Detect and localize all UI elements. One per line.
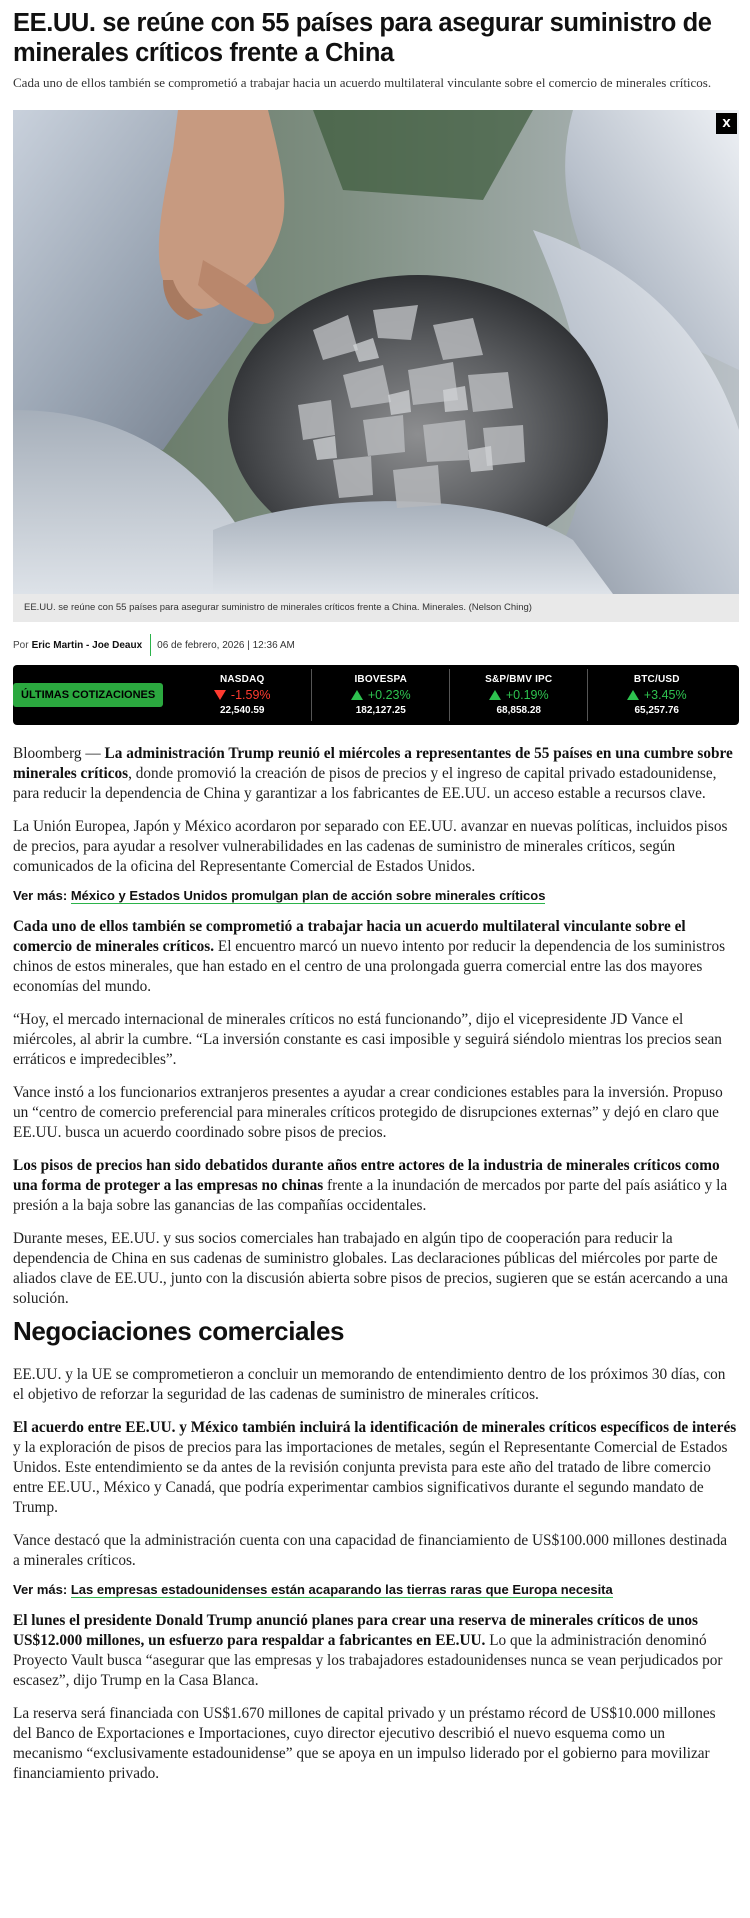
section-heading: Negociaciones comerciales bbox=[13, 1316, 345, 1346]
paragraph bbox=[13, 744, 737, 804]
article-title: EE.UU. se reúne con 55 países para asegurar suministro de minerales críticos frente a China bbox=[13, 9, 712, 67]
quote-change bbox=[627, 688, 687, 702]
byline-authors[interactable]: Eric Martin - Joe Deaux bbox=[31, 639, 143, 651]
quote-change-value: +0.23% bbox=[367, 688, 411, 702]
paragraph bbox=[13, 1156, 737, 1216]
article-figure bbox=[13, 110, 739, 613]
article-subtitle: Cada uno de ellos también se comprometió a trabajar hacia un acuerdo multilateral vinculante sobre el comercio de minerales críticos. bbox=[13, 75, 712, 90]
byline-prefix: Por bbox=[13, 639, 29, 651]
paragraph: Vance instó a los funcionarios extranjeros presentes a ayudar a crear condiciones estables para la inversión. Propuso un “centro de comercio preferencial para minerales críticos protegido de disrupciones externas” y dejó en claro que EE.UU. busca un acuerdo coordinado sobre pisos de precios. bbox=[13, 1084, 723, 1141]
quote-change-value: +0.19% bbox=[505, 688, 549, 702]
byline bbox=[13, 634, 737, 656]
paragraph-highlight: El lunes el presidente Donald Trump anunció planes para crear una reserva de minerales críticos de unos US$12.000 millones, un esfuerzo para respaldar a fabricantes en EE.UU. bbox=[13, 1612, 698, 1649]
see-more-link bbox=[13, 887, 737, 905]
quote-sp-bmv-ipc[interactable] bbox=[449, 669, 587, 721]
see-more-prefix: Ver más: bbox=[13, 888, 68, 903]
source-label: Bloomberg — bbox=[13, 745, 101, 762]
related-article-link[interactable]: México y Estados Unidos promulgan plan de acción sobre minerales críticos bbox=[70, 888, 546, 903]
image-caption: EE.UU. se reúne con 55 países para asegurar suministro de minerales críticos frente a China. Minerales. (Nelson Ching) bbox=[13, 594, 739, 622]
ticker-label[interactable]: ÚLTIMAS COTIZACIONES bbox=[13, 683, 163, 707]
related-article-link[interactable]: Las empresas estadounidenses están acaparando las tierras raras que Europa necesita bbox=[70, 1582, 613, 1597]
quote-ibovespa[interactable] bbox=[311, 669, 449, 721]
paragraph-highlight: Cada uno de ellos también se comprometió a trabajar hacia un acuerdo multilateral vinculante sobre el comercio de minerales críticos. bbox=[13, 918, 686, 955]
arrow-up-icon bbox=[627, 690, 639, 700]
quote-nasdaq[interactable] bbox=[173, 669, 311, 721]
paragraph-highlight: El acuerdo entre EE.UU. y México también incluirá la identificación de minerales críticos específicos de interés bbox=[13, 1419, 737, 1436]
quote-name: NASDAQ bbox=[219, 674, 265, 685]
quote-name: IBOVESPA bbox=[354, 674, 407, 685]
arrow-up-icon bbox=[489, 690, 501, 700]
arrow-up-icon bbox=[351, 690, 363, 700]
quote-price: 22,540.59 bbox=[219, 705, 265, 716]
paragraph-text: , donde promovió la creación de pisos de precios y el ingreso de capital privado estadounidense, para reducir la dependencia de China y garantizar a los fabricantes de EE.UU. un acceso estable a recursos clave. bbox=[13, 765, 717, 802]
article-body bbox=[13, 744, 737, 1784]
market-ticker bbox=[13, 665, 739, 725]
paragraph bbox=[13, 1611, 737, 1691]
close-ad-button[interactable]: X bbox=[716, 113, 737, 134]
see-more-link bbox=[13, 1581, 737, 1599]
paragraph-highlight: La administración Trump reunió el miércoles a representantes de 55 países en una cumbre sobre minerales críticos bbox=[13, 745, 733, 782]
see-more-prefix: Ver más: bbox=[13, 1582, 68, 1597]
paragraph: La Unión Europea, Japón y México acordaron por separado con EE.UU. avanzar en nuevas políticas, incluidos pisos de precios, para ayudar a resolver vulnerabilidades en las cadenas de suministro de minerales críticos, según comunicados de la oficina del Representante Comercial de Estados Unidos. bbox=[13, 818, 728, 875]
paragraph: Vance destacó que la administración cuenta con una capacidad de financiamiento de US$100.000 millones destinada a minerales críticos. bbox=[13, 1532, 728, 1569]
paragraph bbox=[13, 917, 737, 997]
quote-name: S&P/BMV IPC bbox=[485, 674, 553, 685]
quote-change bbox=[214, 688, 271, 702]
arrow-down-icon bbox=[214, 690, 226, 700]
byline-divider bbox=[150, 634, 151, 656]
quote-btc-usd[interactable] bbox=[587, 669, 725, 721]
quote-change bbox=[351, 688, 411, 702]
quote-name: BTC/USD bbox=[633, 674, 680, 685]
paragraph: EE.UU. y la UE se comprometieron a concluir un memorando de entendimiento dentro de los próximos 30 días, con el objetivo de reforzar la seguridad de las cadenas de suministro de minerales críticos. bbox=[13, 1366, 726, 1403]
paragraph-text: El encuentro marcó un nuevo intento por reducir la dependencia de los suministros chinos de estos minerales, que han estado en el centro de una prolongada guerra comercial entre las dos mayores economías del mundo. bbox=[13, 938, 726, 995]
quote-price: 68,858.28 bbox=[496, 705, 541, 716]
quote-price: 182,127.25 bbox=[355, 705, 406, 716]
publish-date: 06 de febrero, 2026 | 12:36 AM bbox=[157, 639, 295, 651]
paragraph bbox=[13, 1418, 737, 1518]
paragraph: La reserva será financiada con US$1.670 millones de capital privado y un préstamo récord de US$10.000 millones del Banco de Exportaciones e Importaciones, cuyo director ejecutivo describió el nuevo esquema como un mecanismo “exclusivamente estadounidense” que se apoya en un impulso liderado por el gobierno para movilizar financiamiento privado. bbox=[13, 1705, 716, 1782]
quote-change-value: +3.45% bbox=[643, 688, 687, 702]
minerals-photo bbox=[13, 110, 739, 594]
quote-change bbox=[489, 688, 549, 702]
paragraph: Durante meses, EE.UU. y sus socios comerciales han trabajado en algún tipo de cooperación para reducir la dependencia de China en sus cadenas de suministro globales. Las declaraciones públicas del miércoles por parte de aliados clave de EE.UU., junto con la discusión abierta sobre pisos de precios, sugieren que se están acercando a una solución. bbox=[13, 1230, 728, 1307]
paragraph: “Hoy, el mercado internacional de minerales críticos no está funcionando”, dijo el vicepresidente JD Vance el miércoles, al abrir la cumbre. “La inversión constante es casi imposible y seguirá siéndolo mientras los precios sean erráticos e impredecibles”. bbox=[13, 1011, 722, 1068]
paragraph-text: y la exploración de pisos de precios para las importaciones de metales, según el Representante Comercial de Estados Unidos. Este entendimiento se da antes de la revisión conjunta prevista para este año del tratado de libre comercio entre EE.UU., México y Canadá, que podría experimentar cambios significativos durante el segundo mandato de Trump. bbox=[13, 1439, 728, 1516]
paragraph-text: Lo que la administración denominó Proyecto Vault busca “asegurar que las empresas y los trabajadores estadounidenses nunca se vean perjudicados por escasez”, dijo Trump en la Casa Blanca. bbox=[13, 1632, 723, 1689]
paragraph-highlight: Los pisos de precios han sido debatidos durante años entre actores de la industria de minerales críticos como una forma de proteger a las empresas no chinas bbox=[13, 1157, 720, 1194]
quote-change-value: -1.59% bbox=[230, 688, 271, 702]
quote-price: 65,257.76 bbox=[634, 705, 679, 716]
paragraph-text: frente a la inundación de mercados por parte del país asiático y la presión a la baja sobre las ganancias de las compañías occidentales. bbox=[13, 1177, 728, 1214]
